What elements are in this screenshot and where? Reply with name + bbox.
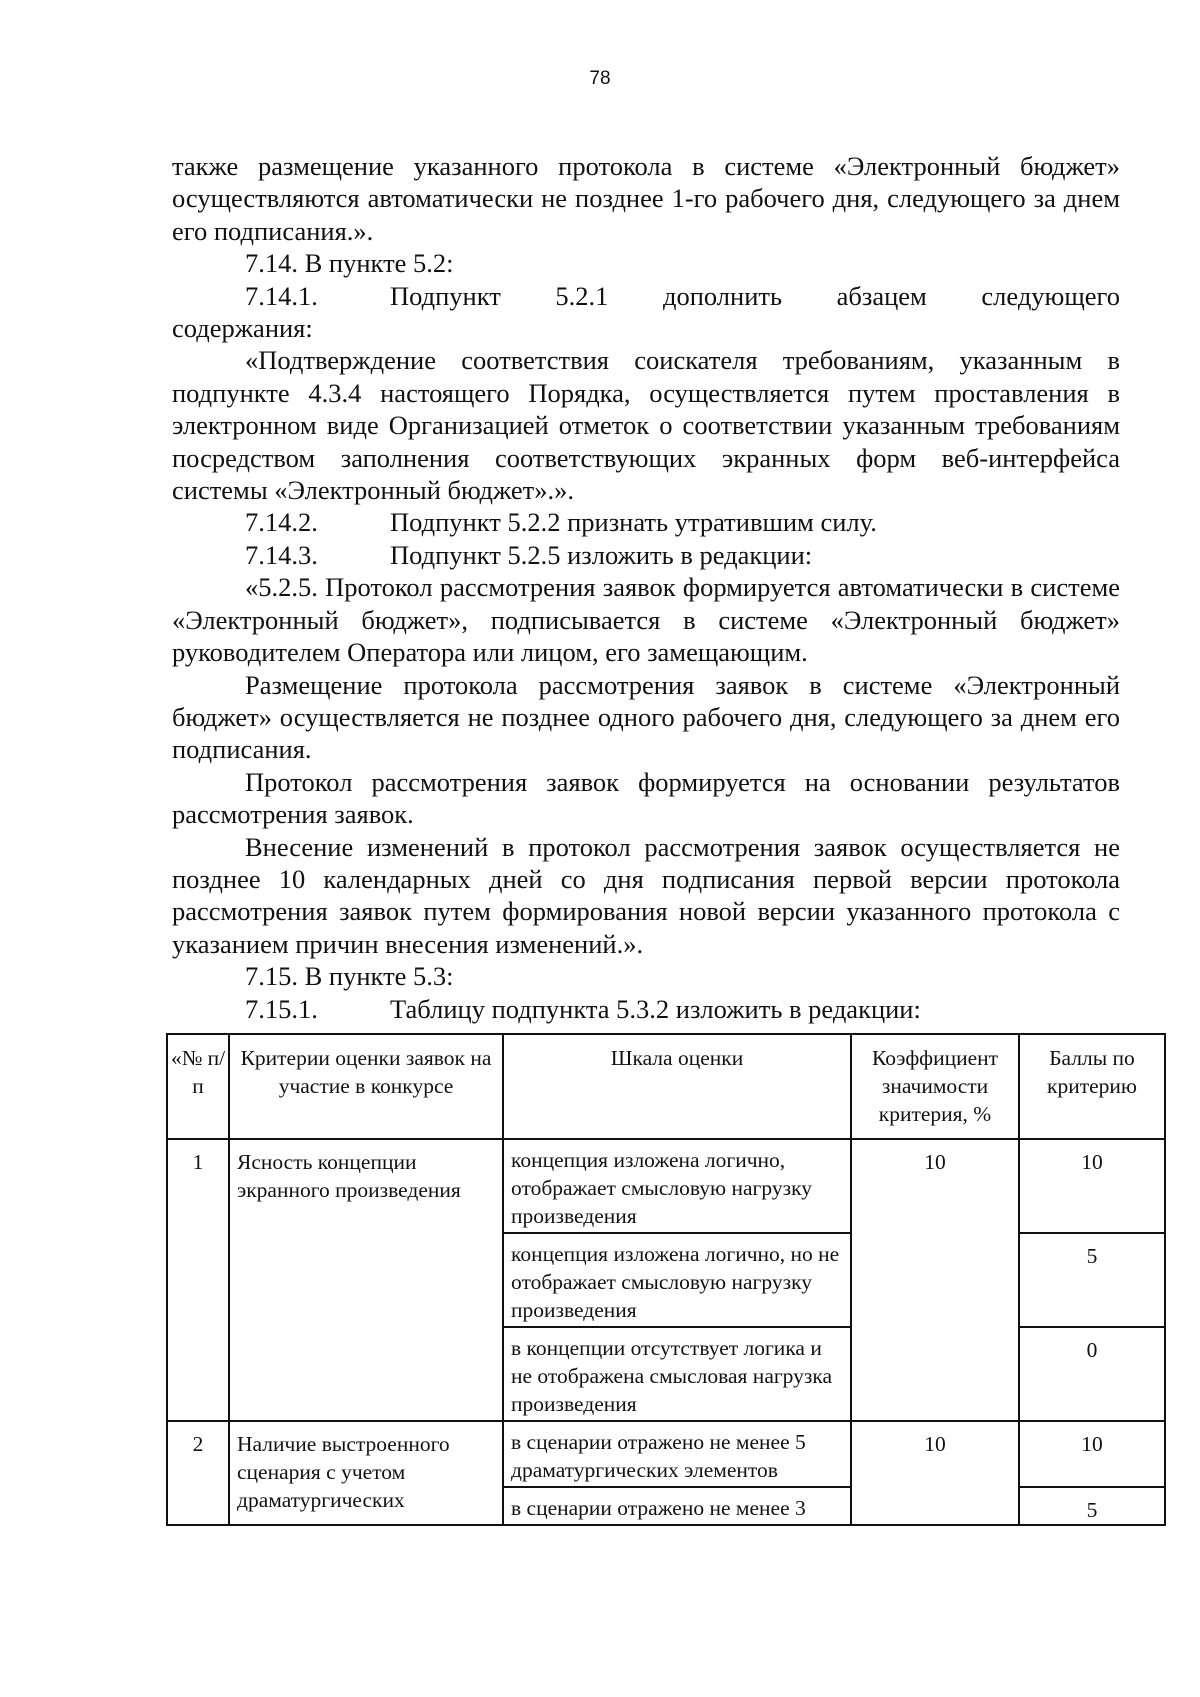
points-cell: 10 <box>1019 1139 1165 1233</box>
item-7-15: 7.15. В пункте 5.3: <box>245 961 454 992</box>
header-criteria: Критерии оценки заявок на участие в конкурсе <box>229 1034 503 1139</box>
header-scale: Шкала оценки <box>503 1034 851 1139</box>
criteria-table <box>166 1033 1166 1526</box>
scale-cell: в концепции отсутствует логика и не отображена смысловая нагрузка произведения <box>503 1327 851 1421</box>
quoted-paragraph-2: «5.2.5. Протокол рассмотрения заявок формируется автоматически в системе «Электронный бюджет», подписывается в системе «Электронный бюджет» руководителем Оператора или лицом, его замещающим. <box>172 572 1120 668</box>
page-number: 78 <box>589 68 611 89</box>
criterion-cell: Наличие выстроенного сценария с учетом драматургических <box>229 1421 503 1525</box>
scale-cell: в сценарии отражено не менее 3 <box>503 1487 851 1525</box>
coefficient-cell: 10 <box>851 1139 1019 1421</box>
points-cell: 5 <box>1019 1487 1165 1525</box>
paragraph-changes: Внесение изменений в протокол рассмотрения заявок осуществляется не позднее 10 календарных дней со дня подписания первой версии протокола рассмотрения заявок путем формирования новой версии указанного протокола с указанием причин внесения изменений.». <box>172 831 1120 959</box>
paragraph-formed: Протокол рассмотрения заявок формируется на основании результатов рассмотрения заявок. <box>172 766 1120 830</box>
header-points: Баллы по критерию <box>1019 1034 1165 1139</box>
word: абзацем <box>836 280 927 311</box>
item-7-14-1-continuation: содержания: <box>172 313 313 344</box>
word: Подпункт <box>390 280 501 311</box>
row-number: 2 <box>167 1421 229 1525</box>
points-cell: 0 <box>1019 1327 1165 1421</box>
item-number: 7.14.3. <box>245 539 318 570</box>
item-7-15-1 <box>172 993 1120 1025</box>
item-7-14-1-text <box>390 280 1120 312</box>
word: следующего <box>981 280 1120 311</box>
paragraph-continuation: также размещение указанного протокола в системе «Электронный бюджет» осуществляются автоматически не позднее 1-го рабочего дня, следующего за днем его подписания.». <box>172 151 1120 246</box>
item-number: 7.14.2. <box>245 507 318 538</box>
table-row <box>167 1421 1165 1487</box>
item-number: 7.14.1. <box>245 280 318 311</box>
item-7-14: 7.14. В пункте 5.2: <box>245 248 454 279</box>
item-7-14-2 <box>172 506 1120 538</box>
scale-cell: концепция изложена логично, но не отображает смысловую нагрузку произведения <box>503 1233 851 1327</box>
points-cell: 5 <box>1019 1233 1165 1327</box>
coefficient-cell: 10 <box>851 1421 1019 1525</box>
scale-cell: концепция изложена логично, отображает смысловую нагрузку произведения <box>503 1139 851 1233</box>
word: дополнить <box>662 280 783 311</box>
header-num: «№ п/п <box>167 1034 229 1139</box>
scale-cell: в сценарии отражено не менее 5 драматургических элементов <box>503 1421 851 1487</box>
item-text: Таблицу подпункта 5.3.2 изложить в редакции: <box>390 993 921 1024</box>
item-text: Подпункт 5.2.2 признать утратившим силу. <box>390 507 877 538</box>
document-body <box>172 150 1120 1025</box>
item-7-14-1 <box>172 280 1120 312</box>
criterion-cell: Ясность концепции экранного произведения <box>229 1139 503 1421</box>
points-cell: 10 <box>1019 1421 1165 1487</box>
row-number: 1 <box>167 1139 229 1421</box>
table-header-row <box>167 1034 1165 1139</box>
word: 5.2.1 <box>555 280 609 311</box>
item-text: Подпункт 5.2.5 изложить в редакции: <box>390 539 813 570</box>
paragraph-placement: Размещение протокола рассмотрения заявок в системе «Электронный бюджет» осуществляется не позднее одного рабочего дня, следующего за днем его подписания. <box>172 669 1120 765</box>
item-number: 7.15.1. <box>245 993 318 1024</box>
item-7-14-3 <box>172 539 1120 571</box>
table-row <box>167 1139 1165 1233</box>
header-coefficient: Коэффициент значимости критерия, % <box>851 1034 1019 1139</box>
quoted-paragraph-1: «Подтверждение соответствия соискателя требованиям, указанным в подпункте 4.3.4 настоящего Порядка, осуществляется путем проставления в электронном виде Организацией отметок о соответствии указанным требованиям посредством заполнения соответствующих экранных форм веб-интерфейса системы «Электронный бюджет».». <box>172 345 1120 506</box>
